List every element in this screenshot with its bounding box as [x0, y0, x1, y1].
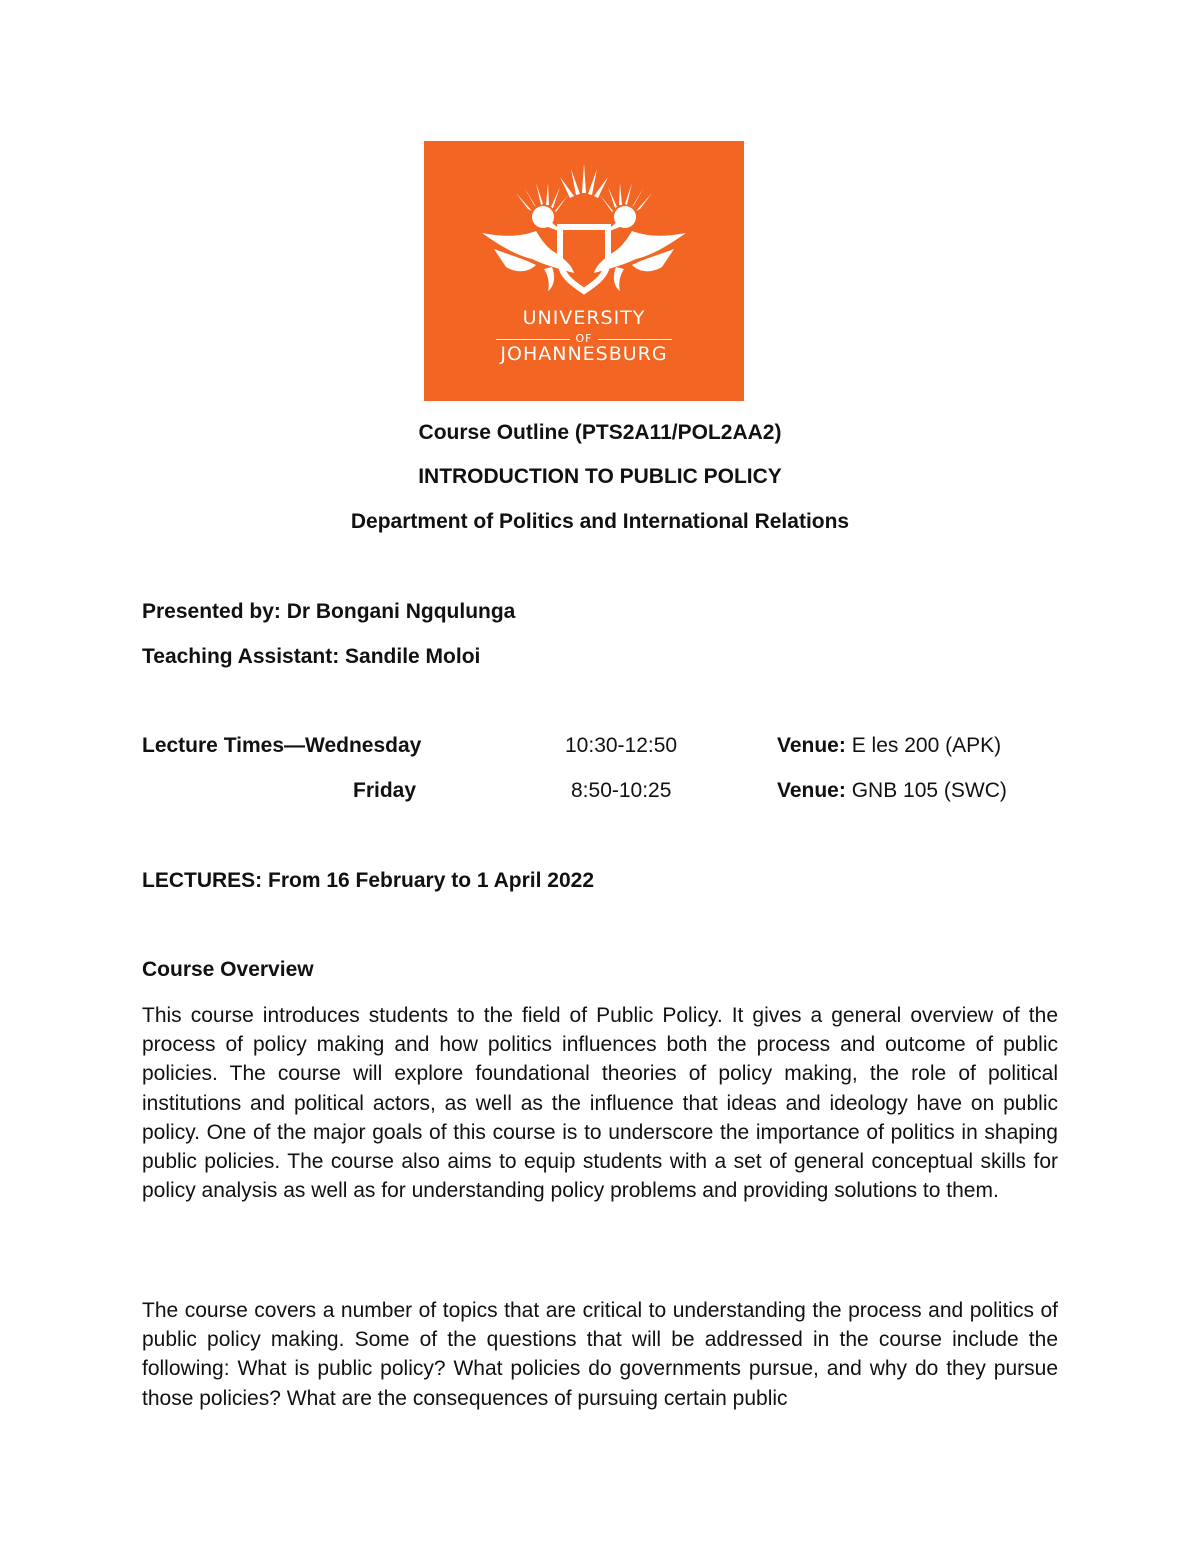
teaching-assistant-line: Teaching Assistant: Sandile Moloi	[142, 645, 481, 668]
logo-johannesburg-text: JOHANNESBURG	[500, 343, 668, 365]
friday-label: Friday	[353, 779, 417, 802]
venue-label: Venue:	[777, 734, 846, 757]
logo-university-text: UNIVERSITY	[522, 307, 646, 329]
lecture-times-label: Lecture Times—Wednesday	[142, 734, 422, 757]
course-code-line: Course Outline (PTS2A11/POL2AA2)	[418, 421, 782, 444]
department-name: Department of Politics and International Relations	[350, 510, 850, 533]
course-overview-heading: Course Overview	[142, 958, 314, 981]
logo-of-text: OF	[575, 332, 593, 345]
friday-venue	[777, 779, 1007, 803]
university-logo	[424, 141, 744, 401]
logo-rule-right	[598, 339, 672, 340]
overview-paragraph-1: This course introduces students to the field of Public Policy. It gives a general overview of the process of policy making and how politics influences both the process and outcome of public policies. The course will explore foundational theories of policy making, the role of political institutions and political actors, as well as the influence that ideas and ideology have on public policy. One of the major goals of this course is to underscore the importance of politics in shaping public policies. The course also aims to equip students with a set of general conceptual skills for policy analysis as well as for understanding policy problems and providing solutions to them.	[142, 1004, 1058, 1203]
lectures-dates: LECTURES: From 16 February to 1 April 2022	[142, 869, 595, 892]
wednesday-time: 10:30-12:50	[565, 734, 678, 757]
venue-value: E les 200 (APK)	[845, 734, 1002, 757]
wednesday-venue	[777, 734, 1001, 758]
overview-paragraph-2: The course covers a number of topics that are critical to understanding the process and politics of public policy making. Some of the questions that will be addressed in the course include the following: What is public policy? What policies do governments pursue, and why do they pursue those policies? What are the consequences of pursuing certain public	[142, 1299, 1058, 1410]
friday-time: 8:50-10:25	[571, 779, 672, 802]
presenter-line: Presented by: Dr Bongani Ngqulunga	[142, 600, 516, 623]
venue-label: Venue:	[777, 779, 846, 802]
course-title: INTRODUCTION TO PUBLIC POLICY	[418, 465, 782, 488]
venue-value: GNB 105 (SWC)	[845, 779, 1007, 802]
